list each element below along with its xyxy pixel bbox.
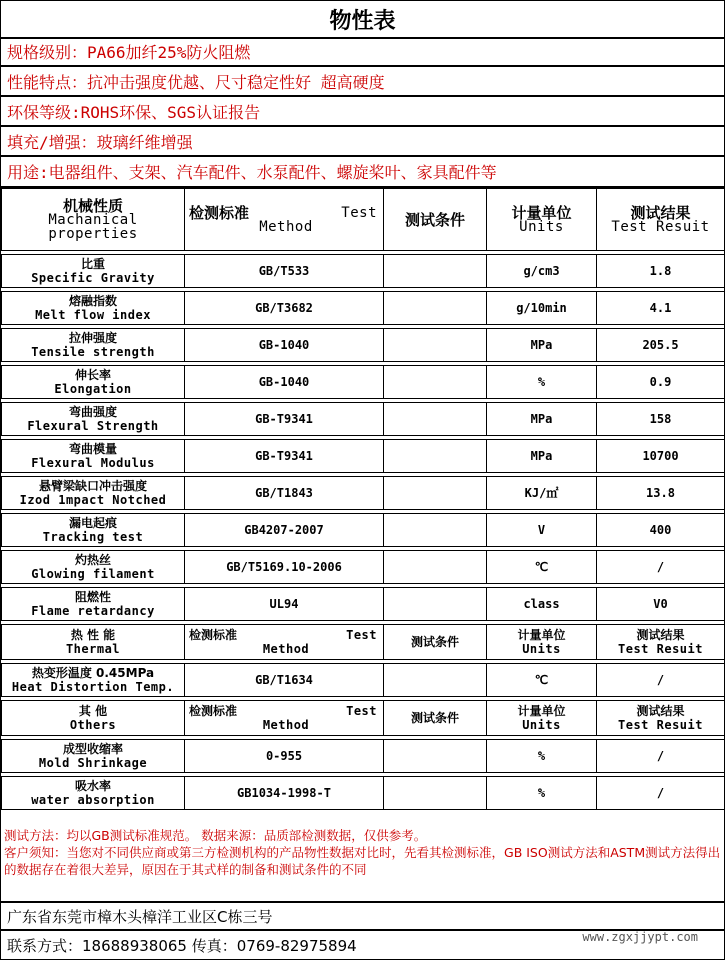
method-value: GB/T1634 [255, 673, 313, 687]
header-row [2, 189, 725, 251]
method-header-en-b: Method [259, 218, 313, 235]
table-row [2, 403, 725, 436]
info-grade: 规格级别：PA66加纤25%防火阻燃 [1, 37, 724, 67]
table-row [2, 664, 725, 697]
property-name-zh: 熔融指数 [68, 294, 117, 308]
units-header-en: Units [522, 718, 561, 732]
method-header [185, 189, 384, 251]
method-value: GB-T9341 [255, 412, 313, 426]
units-header-zh: 计量单位 [511, 203, 572, 222]
unit-value: ℃ [534, 673, 549, 687]
condition-cell [384, 740, 487, 773]
header-label-en: Others [69, 718, 117, 732]
method-header-en-b: Method [262, 642, 310, 656]
property-name-en: Tensile strength [31, 345, 155, 359]
unit-value: ℃ [534, 560, 549, 574]
method-header [185, 701, 384, 736]
unit-cell [487, 664, 597, 697]
method-cell [185, 366, 384, 399]
method-header [185, 625, 384, 660]
header-label-zh: 机械性质 [62, 196, 123, 215]
property-name-en: Flexural Modulus [31, 456, 155, 470]
property-name-en: Melt flow index [35, 308, 151, 322]
unit-value: MPa [530, 412, 553, 426]
property-name-en: Tracking test [42, 530, 144, 544]
property-name-zh: 热变形温度 0.45MPa [31, 666, 155, 680]
unit-cell [487, 740, 597, 773]
result-header [597, 625, 725, 660]
result-cell [597, 551, 725, 584]
method-cell [185, 514, 384, 547]
unit-value: V [537, 523, 546, 537]
property-name-zh: 伸长率 [74, 368, 111, 382]
condition-cell [384, 588, 487, 621]
unit-value: % [537, 375, 546, 389]
method-value: 0-955 [265, 749, 303, 763]
unit-cell [487, 514, 597, 547]
thermal-header [2, 625, 185, 660]
property-name-zh: 悬臂梁缺口冲击强度 [38, 479, 147, 493]
unit-value: KJ/㎡ [524, 486, 559, 500]
result-value: V0 [653, 597, 668, 611]
result-value: 4.1 [649, 301, 672, 315]
others-header [2, 701, 185, 736]
units-header [487, 701, 597, 736]
unit-cell [487, 777, 597, 810]
method-value: GB/T533 [258, 264, 310, 278]
table-row [2, 366, 725, 399]
result-cell [597, 664, 725, 697]
result-header-en: Test Resuit [618, 642, 703, 656]
result-cell [597, 477, 725, 510]
condition-header-zh: 测试条件 [410, 711, 459, 725]
property-name-en: Elongation [54, 382, 132, 396]
result-value: 10700 [642, 449, 679, 463]
watermark: www.zgxjjypt.com [582, 930, 698, 944]
condition-cell [384, 551, 487, 584]
unit-cell [487, 477, 597, 510]
result-header-zh: 测试结果 [636, 704, 685, 718]
method-value: GB/T3682 [255, 301, 313, 315]
unit-cell [487, 329, 597, 362]
result-value: 158 [649, 412, 672, 426]
property-name-cell [2, 366, 185, 399]
address: 广东省东莞市樟木头樟洋工业区C栋三号 [1, 901, 724, 931]
result-value: 205.5 [642, 338, 679, 352]
property-name-cell [2, 551, 185, 584]
result-value: / [656, 673, 665, 687]
units-header [487, 625, 597, 660]
unit-cell [487, 366, 597, 399]
method-cell [185, 588, 384, 621]
result-value: 0.9 [649, 375, 672, 389]
method-header-en-a: Test [346, 628, 377, 642]
info-features: 性能特点：抗冲击强度优越、尺寸稳定性好 超高硬度 [1, 67, 724, 97]
table-row [2, 777, 725, 810]
property-name-zh: 比重 [80, 257, 105, 271]
result-value: 13.8 [646, 486, 675, 500]
header-label-en: Machanical [48, 211, 138, 228]
result-cell [597, 329, 725, 362]
result-cell [597, 255, 725, 288]
property-name-zh: 漏电起痕 [68, 516, 117, 530]
method-cell [185, 403, 384, 436]
condition-cell [384, 477, 487, 510]
method-cell [185, 255, 384, 288]
condition-cell [384, 255, 487, 288]
result-header-en: Test Resuit [618, 718, 703, 732]
condition-cell [384, 440, 487, 473]
table-row [2, 440, 725, 473]
table-row [2, 551, 725, 584]
result-header-zh: 测试结果 [630, 203, 691, 222]
method-value: GB-1040 [258, 338, 310, 352]
condition-header [384, 701, 487, 736]
property-name-cell [2, 292, 185, 325]
table-row [2, 292, 725, 325]
method-header-zh: 检测标准 [189, 203, 250, 222]
condition-cell [384, 664, 487, 697]
units-header-en: Units [522, 642, 561, 656]
unit-value: g/10min [516, 301, 567, 315]
result-cell [597, 588, 725, 621]
result-value: / [656, 560, 665, 574]
method-header-en-b: Method [262, 718, 310, 732]
unit-cell [487, 255, 597, 288]
property-name-zh: 吸水率 [74, 779, 111, 793]
property-name-cell [2, 588, 185, 621]
unit-cell [487, 551, 597, 584]
method-value: GB/T5169.10-2006 [226, 560, 342, 574]
property-name-zh: 拉伸强度 [68, 331, 117, 345]
property-name-zh: 弯曲模量 [68, 442, 117, 456]
result-cell [597, 292, 725, 325]
property-name-cell [2, 740, 185, 773]
unit-value: MPa [530, 338, 553, 352]
property-name-cell [2, 777, 185, 810]
method-header-zh: 检测标准 [189, 704, 238, 718]
result-header-en: Test Resuit [611, 218, 710, 235]
result-cell [597, 740, 725, 773]
property-name-cell [2, 514, 185, 547]
property-name-en: Flexural Strength [27, 419, 159, 433]
header-label-zh: 热 性 能 [70, 628, 116, 642]
property-name-cell [2, 477, 185, 510]
property-name-en: Heat Distortion Temp. [11, 680, 175, 694]
unit-value: class [523, 597, 560, 611]
condition-header-zh: 测试条件 [410, 635, 459, 649]
condition-header [384, 625, 487, 660]
condition-cell [384, 777, 487, 810]
units-header-en: Units [519, 218, 564, 235]
property-name-zh: 阻燃性 [74, 590, 111, 604]
condition-cell [384, 366, 487, 399]
property-name-en: Izod 1mpact Notched [19, 493, 167, 507]
property-name-en: Flame retardancy [31, 604, 155, 618]
unit-value: MPa [530, 449, 553, 463]
property-name-zh: 灼热丝 [74, 553, 111, 567]
method-header-en-a: Test [341, 204, 377, 221]
property-name-cell [2, 664, 185, 697]
units-header-zh: 计量单位 [517, 628, 566, 642]
method-value: GB-1040 [258, 375, 310, 389]
property-name-en: Mold Shrinkage [38, 756, 148, 770]
property-name-cell [2, 255, 185, 288]
unit-value: % [537, 749, 546, 763]
method-cell [185, 777, 384, 810]
condition-cell [384, 514, 487, 547]
units-header [487, 189, 597, 251]
property-name-en: water absorption [31, 793, 155, 807]
method-cell [185, 477, 384, 510]
result-header-zh: 测试结果 [636, 628, 685, 642]
method-cell [185, 664, 384, 697]
property-name-cell [2, 440, 185, 473]
unit-value: g/cm3 [523, 264, 560, 278]
condition-cell [384, 292, 487, 325]
method-header-en-a: Test [346, 704, 377, 718]
unit-cell [487, 440, 597, 473]
header-label-en: Thermal [65, 642, 121, 656]
property-name-en: Specific Gravity [31, 271, 155, 285]
result-header [597, 701, 725, 736]
table-row [2, 588, 725, 621]
header-row [2, 701, 725, 736]
header-row [2, 625, 725, 660]
unit-cell [487, 403, 597, 436]
table-row [2, 329, 725, 362]
info-environment: 环保等级:ROHS环保、SGS认证报告 [1, 97, 724, 127]
condition-cell [384, 403, 487, 436]
result-header [597, 189, 725, 251]
result-value: / [656, 749, 665, 763]
property-name-zh: 成型收缩率 [62, 742, 123, 756]
sheet-title: 物性表 [1, 1, 724, 39]
table-row [2, 477, 725, 510]
contact-info: 联系方式：18688938065 传真：0769-82975894 [7, 936, 357, 955]
method-value: GB1034-1998-T [237, 786, 331, 800]
units-header-zh: 计量单位 [517, 704, 566, 718]
method-cell [185, 292, 384, 325]
method-value: GB/T1843 [255, 486, 313, 500]
result-value: / [656, 786, 665, 800]
condition-header-zh: 测试条件 [404, 210, 465, 229]
unit-cell [487, 292, 597, 325]
unit-value: % [537, 786, 546, 800]
property-name-en: Glowing filament [31, 567, 155, 581]
result-value: 1.8 [649, 264, 672, 278]
result-value: 400 [649, 523, 672, 537]
property-name-cell [2, 329, 185, 362]
note-test-method: 测试方法：均以GB测试标准规范。 数据来源：品质部检测数据，仅供参考。 [4, 828, 427, 843]
method-cell [185, 329, 384, 362]
info-usage: 用途:电器组件、支架、汽车配件、水泵配件、螺旋桨叶、家具配件等 [1, 157, 724, 188]
notes [4, 827, 722, 878]
result-cell [597, 403, 725, 436]
header-label-zh: 其 他 [78, 704, 108, 718]
method-value: UL94 [269, 597, 299, 611]
mechanical-header [2, 189, 185, 251]
method-cell [185, 740, 384, 773]
method-cell [185, 440, 384, 473]
method-value: GB-T9341 [255, 449, 313, 463]
result-cell [597, 514, 725, 547]
note-customer: 客户须知：当您对不同供应商或第三方检测机构的产品物性数据对比时，先看其检测标准，GB ISO测试方法和ASTM测试方法得出的数据存在着很大差异，原因在于其式样的制备和测试条件的不同 [4, 845, 721, 877]
condition-header [384, 189, 487, 251]
header-label-en: properties [48, 225, 138, 242]
property-name-zh: 弯曲强度 [68, 405, 117, 419]
info-filler: 填充/增强：玻璃纤维增强 [1, 127, 724, 157]
properties-table [1, 188, 725, 810]
table-row [2, 740, 725, 773]
unit-cell [487, 588, 597, 621]
property-name-cell [2, 403, 185, 436]
result-cell [597, 777, 725, 810]
result-cell [597, 440, 725, 473]
table-row [2, 514, 725, 547]
method-cell [185, 551, 384, 584]
method-header-zh: 检测标准 [189, 628, 238, 642]
table-row [2, 255, 725, 288]
method-value: GB4207-2007 [244, 523, 324, 537]
result-cell [597, 366, 725, 399]
condition-cell [384, 329, 487, 362]
